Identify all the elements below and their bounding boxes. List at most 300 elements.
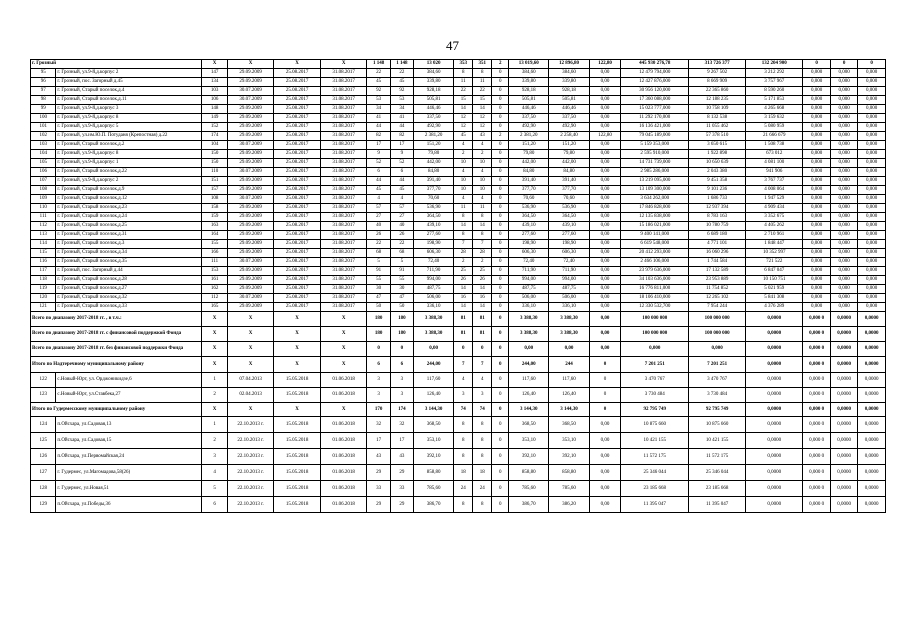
table-cell: 353,10: [509, 433, 549, 449]
table-cell: 95: [31, 69, 56, 78]
table-cell: 0,000: [803, 240, 831, 249]
table-cell: 673 012: [746, 150, 803, 159]
table-cell: 126,40: [549, 388, 589, 403]
table-cell: 152: [202, 123, 227, 132]
table-cell: X: [227, 327, 274, 342]
table-cell: 0: [858, 60, 886, 69]
table-cell: 10: [473, 177, 492, 186]
table-cell: Всего по диапазону 2017-2018 гг. без финансовой поддержки Фонда: [31, 342, 202, 357]
table-cell: 134: [202, 78, 227, 87]
table-cell: 11: [454, 78, 473, 87]
table-cell: 0: [492, 159, 509, 168]
table-cell: 0,0000: [830, 357, 858, 373]
table-cell: 100: [31, 114, 56, 123]
table-row: [31, 267, 886, 276]
table-cell: 0,00: [589, 105, 621, 114]
table-cell: 123: [31, 388, 56, 403]
table-cell: 01.06.2018: [320, 373, 367, 388]
table-cell: 129: [31, 497, 56, 513]
table-cell: 0,000 0: [803, 417, 831, 433]
table-cell: 31.08.2017: [320, 78, 367, 87]
table-cell: 0: [492, 240, 509, 249]
table-cell: 122: [31, 373, 56, 388]
table-cell: 0,000: [830, 204, 858, 213]
table-row: [31, 114, 886, 123]
table-cell: 0,000: [803, 285, 831, 294]
table-cell: 3 388,30: [509, 327, 549, 342]
table-cell: 339,80: [549, 78, 589, 87]
table-cell: 0,000: [830, 96, 858, 105]
table-cell: 25: [454, 267, 473, 276]
table-cell: 29: [367, 465, 390, 481]
table-cell: 45: [367, 186, 390, 195]
table-cell: 3: [454, 388, 473, 403]
table-cell: 3 388,30: [509, 312, 549, 327]
table-cell: 27: [390, 213, 413, 222]
table-cell: 384,60: [509, 69, 549, 78]
table-row: [31, 195, 886, 204]
table-cell: 0,0000: [858, 327, 886, 342]
table-cell: 10: [473, 186, 492, 195]
table-cell: 0,0000: [858, 433, 886, 449]
table-cell: 11: [473, 204, 492, 213]
table-cell: X: [320, 327, 367, 342]
table-cell: 31.08.2017: [320, 267, 367, 276]
table-cell: 2: [202, 433, 227, 449]
table-cell: 0,000: [621, 342, 689, 357]
table-cell: 12: [473, 123, 492, 132]
table-cell: 10 758 109: [689, 105, 746, 114]
table-cell: 0,0000: [830, 433, 858, 449]
table-cell: 7 954 244: [689, 303, 746, 312]
table-cell: г. Грозный, ул.им.Ю.П. Потуданя (Крепостная) д.22: [56, 132, 202, 141]
table-cell: 0,000: [803, 114, 831, 123]
table-cell: 81: [473, 327, 492, 342]
table-cell: X: [274, 60, 321, 69]
table-cell: 119: [31, 285, 56, 294]
table-cell: 445 930 276,78: [621, 60, 689, 69]
table-cell: 0,0000: [830, 417, 858, 433]
table-cell: 4: [367, 195, 390, 204]
table-cell: 0,000: [858, 258, 886, 267]
table-cell: 91: [367, 267, 390, 276]
table-cell: 122,80: [589, 60, 621, 69]
table-cell: 0,0000: [858, 481, 886, 497]
table-cell: 110: [202, 168, 227, 177]
table-cell: 81: [454, 312, 473, 327]
table-cell: 0,000: [830, 195, 858, 204]
table-cell: 8: [454, 449, 473, 465]
table-cell: 57: [367, 204, 390, 213]
table-cell: 31.08.2017: [320, 186, 367, 195]
table-cell: 01.06.2018: [320, 449, 367, 465]
table-cell: 8 132 538: [689, 114, 746, 123]
table-cell: 1 947 529: [746, 195, 803, 204]
table-cell: 104: [202, 141, 227, 150]
table-cell: 0,0000: [746, 433, 803, 449]
table-cell: 0,00: [589, 433, 621, 449]
table-cell: 0,00: [589, 123, 621, 132]
table-cell: 30.07.2009: [227, 87, 274, 96]
table-cell: г. Грозный, Старый поселок,д.27: [56, 285, 202, 294]
table-cell: 84,80: [413, 168, 453, 177]
table-cell: 149: [202, 114, 227, 123]
table-cell: 68: [390, 249, 413, 258]
table-cell: 0,000: [830, 303, 858, 312]
table-cell: 23 953 889: [689, 276, 746, 285]
table-cell: 0: [492, 481, 509, 497]
table-row: [31, 249, 886, 258]
table-cell: 3 757 967: [746, 78, 803, 87]
table-cell: 0: [492, 294, 509, 303]
table-row: [31, 141, 886, 150]
table-cell: 0,000: [830, 267, 858, 276]
table-cell: 31.08.2017: [320, 177, 367, 186]
table-cell: 1 148: [390, 60, 413, 69]
table-cell: 31.08.2017: [320, 132, 367, 141]
table-cell: 0,0000: [746, 327, 803, 342]
table-cell: 15.05.2018: [274, 481, 321, 497]
table-cell: 0,0000: [830, 497, 858, 513]
table-cell: 29.09.2009: [227, 177, 274, 186]
table-cell: 30: [367, 285, 390, 294]
table-cell: 0,000: [803, 159, 831, 168]
table-cell: 5 021 959: [746, 285, 803, 294]
table-cell: 20 412 293,000: [621, 249, 689, 258]
table-cell: 0,000: [803, 258, 831, 267]
table-cell: 391,40: [509, 177, 549, 186]
table-cell: 492,90: [549, 123, 589, 132]
table-cell: 12 330 532,700: [621, 303, 689, 312]
table-cell: 15: [454, 96, 473, 105]
table-cell: 3 388,30: [413, 327, 453, 342]
table-cell: 43: [367, 449, 390, 465]
table-cell: 941 906: [746, 168, 803, 177]
table-cell: 23 185 668: [689, 481, 746, 497]
table-cell: 07.04.2013: [227, 373, 274, 388]
table-cell: 31.08.2017: [320, 303, 367, 312]
table-cell: 10: [454, 177, 473, 186]
table-cell: 29.09.2009: [227, 249, 274, 258]
table-cell: 14: [473, 303, 492, 312]
table-cell: 155: [202, 240, 227, 249]
table-cell: 928,18: [549, 87, 589, 96]
table-cell: X: [202, 342, 227, 357]
table-row: [31, 258, 886, 267]
table-cell: 0,000 0: [803, 481, 831, 497]
table-cell: 117: [31, 267, 56, 276]
table-cell: 0,000: [830, 141, 858, 150]
table-cell: 55: [367, 276, 390, 285]
table-cell: 34: [390, 105, 413, 114]
table-cell: 3 650 615: [689, 141, 746, 150]
table-cell: 0,00: [549, 342, 589, 357]
table-cell: 0,0000: [746, 373, 803, 388]
table-cell: 277,60: [413, 231, 453, 240]
table-cell: 928,18: [509, 87, 549, 96]
table-cell: Итого по Гудермесскому муниципальному району: [31, 403, 202, 417]
table-cell: 9 400 141,000: [621, 231, 689, 240]
table-cell: 24: [454, 481, 473, 497]
table-cell: 29.09.2009: [227, 231, 274, 240]
table-cell: 5 171 853: [746, 96, 803, 105]
table-cell: 7 201 251: [621, 357, 689, 373]
table-cell: 24: [473, 481, 492, 497]
table-cell: 84,80: [509, 168, 549, 177]
table-cell: 174: [202, 132, 227, 141]
table-cell: 0: [492, 267, 509, 276]
table-cell: 23 185 668: [621, 481, 689, 497]
table-cell: 97: [31, 87, 56, 96]
table-cell: 0,000: [858, 213, 886, 222]
table-cell: 29.09.2009: [227, 78, 274, 87]
table-cell: 31.08.2017: [320, 150, 367, 159]
table-cell: 25.08.2017: [274, 222, 321, 231]
table-cell: 0: [492, 105, 509, 114]
table-cell: 3 352 675: [746, 213, 803, 222]
table-cell: 353,10: [549, 433, 589, 449]
table-cell: 0,000: [858, 123, 886, 132]
table-cell: г. Грозный: [31, 60, 202, 69]
table-cell: 41: [390, 114, 413, 123]
table-cell: 12: [454, 114, 473, 123]
table-cell: 487,75: [509, 285, 549, 294]
table-cell: 31.08.2017: [320, 105, 367, 114]
table-cell: 0: [492, 403, 509, 417]
table-cell: 3: [473, 388, 492, 403]
table-cell: X: [202, 403, 227, 417]
table-cell: 0,00: [589, 417, 621, 433]
table-cell: 12 937 394: [689, 204, 746, 213]
table-cell: 32: [390, 417, 413, 433]
table-cell: 22.10.2013 г.: [227, 449, 274, 465]
table-cell: 126,40: [509, 388, 549, 403]
table-cell: 70,60: [413, 195, 453, 204]
table-cell: 3 159 632: [746, 114, 803, 123]
table-cell: 3: [390, 373, 413, 388]
table-cell: 606,30: [549, 249, 589, 258]
table-cell: 0,0000: [746, 312, 803, 327]
table-cell: 3 388,30: [549, 327, 589, 342]
table-cell: 336,10: [509, 303, 549, 312]
table-cell: 108: [31, 186, 56, 195]
table-cell: 785,60: [509, 481, 549, 497]
table-cell: 0: [492, 96, 509, 105]
table-cell: X: [227, 357, 274, 373]
table-cell: 0,000: [858, 78, 886, 87]
table-cell: 0: [492, 327, 509, 342]
table-cell: 22: [367, 240, 390, 249]
table-cell: 0,00: [589, 177, 621, 186]
table-cell: 70,60: [509, 195, 549, 204]
table-cell: 439,10: [549, 222, 589, 231]
table-row: [31, 417, 886, 433]
table-cell: 84,80: [549, 168, 589, 177]
table-row: [31, 222, 886, 231]
table-cell: 0,000: [858, 168, 886, 177]
table-cell: г. Грозный, Старый поселок,д.23: [56, 204, 202, 213]
table-cell: 14: [473, 222, 492, 231]
table-cell: 180: [390, 312, 413, 327]
table-row: [31, 294, 886, 303]
table-cell: 351: [473, 60, 492, 69]
table-cell: 4: [473, 141, 492, 150]
table-cell: 4: [473, 373, 492, 388]
table-cell: 01.06.2018: [320, 497, 367, 513]
table-cell: 337,50: [509, 114, 549, 123]
table-cell: г. Грозный, Старый поселок,д.22: [56, 168, 202, 177]
table-cell: 0: [589, 403, 621, 417]
table-cell: 8: [473, 69, 492, 78]
table-cell: 4: [473, 195, 492, 204]
table-cell: 0,000: [830, 186, 858, 195]
table-cell: 0: [492, 114, 509, 123]
table-cell: 277,60: [549, 231, 589, 240]
table-cell: 4 265 668: [746, 105, 803, 114]
table-cell: 439,10: [509, 222, 549, 231]
table-cell: 536,90: [509, 204, 549, 213]
table-cell: 52: [390, 159, 413, 168]
table-cell: 0,000: [830, 249, 858, 258]
table-cell: 29.09.2009: [227, 267, 274, 276]
table-cell: 13 219 095,000: [621, 177, 689, 186]
table-cell: 74: [454, 403, 473, 417]
table-cell: 1: [202, 373, 227, 388]
table-cell: 244: [549, 357, 589, 373]
table-cell: 0,0000: [746, 481, 803, 497]
table-cell: 392,10: [509, 449, 549, 465]
table-cell: 4: [454, 168, 473, 177]
table-cell: 31.08.2017: [320, 114, 367, 123]
table-cell: 0: [492, 373, 509, 388]
table-cell: 492,90: [509, 123, 549, 132]
table-cell: г. Грозный, пос. Загорный д.44: [56, 267, 202, 276]
table-cell: 112: [202, 294, 227, 303]
table-cell: 364,50: [413, 213, 453, 222]
table-cell: 79,80: [549, 150, 589, 159]
table-cell: 92: [367, 87, 390, 96]
table-cell: 25.08.2017: [274, 195, 321, 204]
table-cell: 0,00: [589, 159, 621, 168]
table-cell: 12 135 838,000: [621, 213, 689, 222]
table-cell: 30 956 120,000: [621, 87, 689, 96]
table-cell: 3 212 292: [746, 69, 803, 78]
table-cell: 162: [202, 285, 227, 294]
table-cell: 68: [367, 249, 390, 258]
table-cell: 148: [202, 105, 227, 114]
table-cell: 01.06.2018: [320, 433, 367, 449]
table-cell: 0: [473, 342, 492, 357]
table-cell: 0,0000: [746, 497, 803, 513]
table-cell: 339,80: [413, 78, 453, 87]
table-cell: 43: [473, 132, 492, 141]
table-cell: 164: [202, 231, 227, 240]
table-cell: 1 922 898: [689, 150, 746, 159]
table-cell: 3 470 767: [689, 373, 746, 388]
table-cell: 0,000: [858, 204, 886, 213]
table-cell: 92 795 749: [621, 403, 689, 417]
table-cell: 392,10: [413, 449, 453, 465]
total-row: [31, 312, 886, 327]
table-cell: 0,000: [858, 240, 886, 249]
table-cell: 16: [454, 294, 473, 303]
table-cell: 10 421 155: [621, 433, 689, 449]
table-cell: г. Грозный, Старый поселок,д.32: [56, 294, 202, 303]
table-cell: 14: [454, 285, 473, 294]
table-cell: 10: [454, 186, 473, 195]
table-cell: 0: [492, 342, 509, 357]
table-cell: 25.08.2017: [274, 114, 321, 123]
table-cell: 52: [367, 159, 390, 168]
table-cell: 70,60: [549, 195, 589, 204]
table-cell: г. Грозный, Старый поселок,д.31: [56, 231, 202, 240]
table-cell: 0,0000: [858, 449, 886, 465]
table-cell: 18 106 410,000: [621, 294, 689, 303]
table-row: [31, 177, 886, 186]
table-cell: с.Новый-Юрт, ул. Орджоникидзе,6: [56, 373, 202, 388]
table-cell: 0,000: [803, 303, 831, 312]
table-cell: 11: [473, 78, 492, 87]
table-cell: 858,80: [549, 465, 589, 481]
table-cell: 0: [492, 123, 509, 132]
table-cell: 4 405 262: [746, 222, 803, 231]
table-cell: 15: [473, 96, 492, 105]
table-cell: 2: [202, 388, 227, 403]
table-cell: X: [227, 342, 274, 357]
table-cell: 81: [454, 327, 473, 342]
table-cell: 505,81: [509, 96, 549, 105]
table-cell: 336,10: [413, 303, 453, 312]
table-cell: 74: [473, 403, 492, 417]
table-cell: 10 352 997: [746, 249, 803, 258]
table-cell: 368,50: [549, 417, 589, 433]
table-cell: 22.10.2013 г.: [227, 481, 274, 497]
table-cell: 10 780 759: [689, 222, 746, 231]
table-cell: 0,000: [858, 114, 886, 123]
table-cell: 4 008 064: [746, 186, 803, 195]
table-cell: 17 360 088,000: [621, 96, 689, 105]
table-cell: 198,90: [413, 240, 453, 249]
table-cell: 0,00: [589, 231, 621, 240]
table-cell: г. Грозный, Старый поселок,д.34: [56, 249, 202, 258]
table-cell: 103: [202, 87, 227, 96]
table-cell: 6 847 047: [746, 267, 803, 276]
table-cell: 0: [492, 357, 509, 373]
table-cell: 0,00: [589, 276, 621, 285]
table-cell: 0,000: [858, 267, 886, 276]
table-cell: 02.04.2013: [227, 388, 274, 403]
table-cell: 01.06.2018: [320, 481, 367, 497]
table-cell: 2 043 380: [689, 168, 746, 177]
table-row: [31, 213, 886, 222]
table-cell: 15 023 777,000: [621, 105, 689, 114]
table-cell: 161: [202, 276, 227, 285]
table-cell: 0,000 0: [803, 403, 831, 417]
table-cell: 0,000: [803, 96, 831, 105]
table-cell: 442,00: [549, 159, 589, 168]
table-cell: 785,60: [413, 481, 453, 497]
table-cell: 3 388,30: [549, 312, 589, 327]
table-cell: 0,0000: [830, 342, 858, 357]
table-cell: 1: [202, 417, 227, 433]
table-cell: 606,30: [509, 249, 549, 258]
table-cell: 0,000: [858, 159, 886, 168]
table-cell: 353,10: [413, 433, 453, 449]
table-cell: 100 000 000: [689, 327, 746, 342]
table-cell: 117,60: [549, 373, 589, 388]
table-cell: 0,000: [858, 132, 886, 141]
table-cell: 79,80: [509, 150, 549, 159]
